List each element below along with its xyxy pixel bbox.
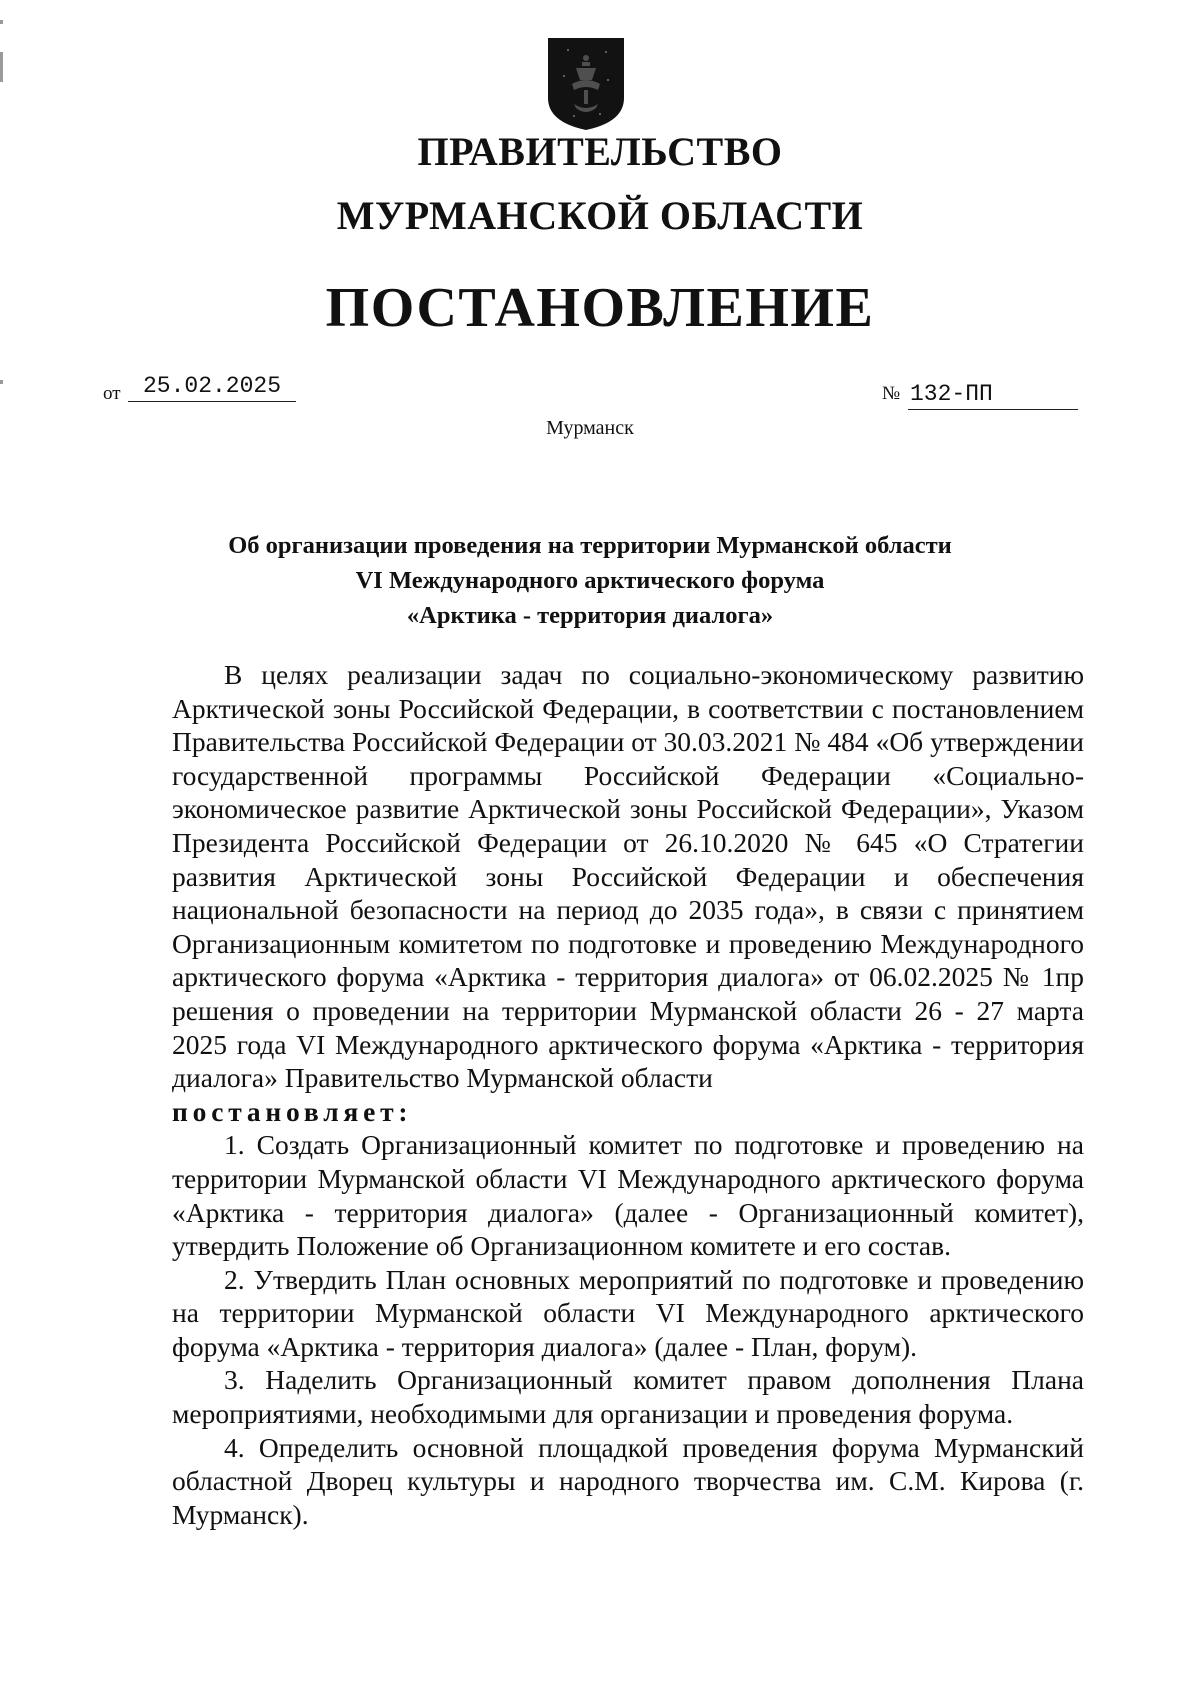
document-type: ПОСТАНОВЛЕНИЕ: [325, 277, 875, 339]
document-title: [140, 528, 1040, 633]
murmansk-oblast-coat-of-arms-icon: [546, 36, 626, 132]
resolution-item: 3. Наделить Организационный комитет правом дополнения Плана мероприятиями, необходимыми для организации и проведения форума.: [172, 1364, 1084, 1430]
resolves-keyword: постановляет:: [172, 1095, 413, 1127]
scan-edge-mark: [0, 380, 3, 384]
document-date: 25.02.2025: [128, 371, 296, 402]
scan-edge-mark: [0, 20, 3, 24]
preamble-paragraph: [172, 658, 1084, 1095]
title-line: VI Международного арктического форума: [355, 567, 825, 594]
title-line: Об организации проведения на территории Мурманской области: [228, 532, 952, 559]
number-label: №: [882, 383, 901, 404]
document-body: [172, 658, 1084, 1531]
resolution-item: 1. Создать Организационный комитет по подготовке и проведению на территории Мурманской области VI Международного арктического форума «Арктика - территория диалога» (далее - Организационный комитет), утвердить Положение об Организационном комитете и его состав.: [172, 1129, 1084, 1262]
resolution-item: 4. Определить основной площадкой проведения форума Мурманский областной Дворец культуры и народного творчества им. С.М. Кирова (г. Мурманск).: [172, 1431, 1084, 1530]
organization-name-line2: МУРМАНСКОЙ ОБЛАСТИ: [336, 193, 864, 238]
date-label: от: [103, 383, 121, 404]
preamble-text: В целях реализации задач по социально-экономическому развитию Арктической зоны Российской Федерации, в соответствии с постановлением Правительства Российской Федерации от 30.03.2021 № 484 «Об утверждении государственной программы Российской Федерации «Социально-экономическое развитие Арктической зоны Российской Федерации», Указом Президента Российской Федерации от 26.10.2020 № 645 «О Стратегии развития Арктической зоны Российской Федерации и обеспечения национальной безопасности на период до 2035 года», в связи с принятием Организационным комитетом по подготовке и проведению Международного арктического форума «Арктика - территория диалога» от 06.02.2025 № 1пр решения о проведении на территории Мурманской области 26 - 27 марта 2025 года VI Международного арктического форума «Арктика - территория диалога» Правительство Мурманской области: [172, 659, 1084, 1094]
resolution-item: 2. Утвердить План основных мероприятий по подготовке и проведению на территории Мурманской области VI Международного арктического форума «Арктика - территория диалога» (далее - План, форум).: [172, 1263, 1084, 1362]
scan-edge-mark: [0, 52, 3, 82]
city-name: Мурманск: [546, 417, 634, 439]
document-number: 132-ПП: [908, 379, 1078, 410]
organization-name-line1: ПРАВИТЕЛЬСТВО: [417, 129, 783, 174]
title-line: «Арктика - территория диалога»: [406, 602, 774, 629]
